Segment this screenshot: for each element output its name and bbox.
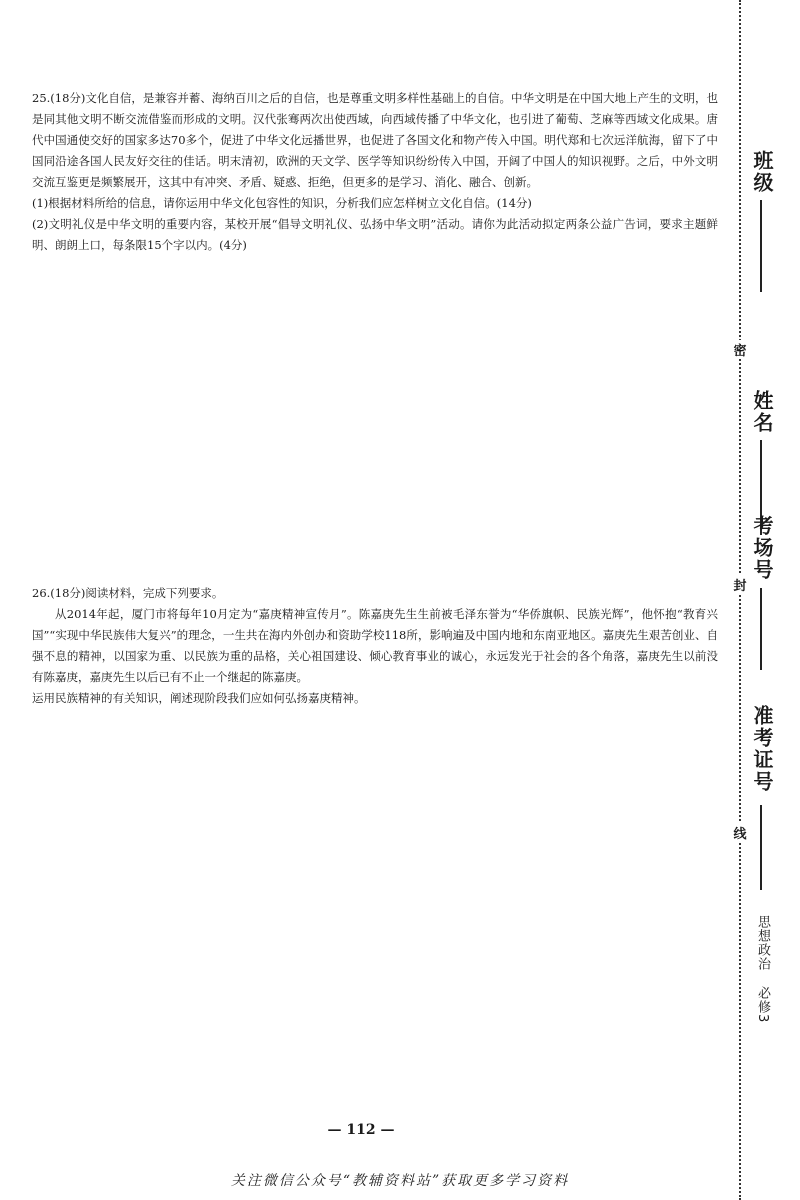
question-26-heading: 26.(18分)阅读材料，完成下列要求。 <box>32 586 224 600</box>
seal-char-feng: 封 <box>731 575 749 594</box>
question-25-material: 25.(18分)文化自信，是兼容并蓄、海纳百川之后的自信，也是尊重文明多样性基础上的自信。中华文明是在中国大地上产生的文明，也是同其他文明不断交流借鉴而形成的文明。汉代张骞两次出使西域，向西域传播了中华文化，也引进了葡萄、芝麻等西域文化成果。唐代中国通使交好的国家多达70多个，促进了中华文化远播世界，也促进了各国文化和物产传入中国。明代郑和七次远洋航海，留下了中国同沿途各国人民友好交往的佳话。明末清初，欧洲的天文学、医学等知识纷纷传入中国，开阔了中国人的知识视野。之后，中外文明交流互鉴更是频繁展开，这其中有冲突、矛盾、疑惑、拒绝，但更多的是学习、消化、融合、创新。 <box>32 91 718 189</box>
subject-name: 思想政治 <box>755 915 770 971</box>
question-26 <box>32 583 718 709</box>
subject-label <box>753 905 772 1023</box>
question-26-requirement: 运用民族精神的有关知识，阐述现阶段我们应如何弘扬嘉庚精神。 <box>32 691 366 705</box>
dotted-cut-line <box>739 0 741 1200</box>
question-25 <box>32 88 718 256</box>
class-field[interactable] <box>760 200 762 292</box>
exam-room-label: 考场号 <box>750 515 774 581</box>
ticket-number-label: 准考证号 <box>750 705 774 793</box>
question-25-sub2: (2)文明礼仪是中华文明的重要内容，某校开展“倡导文明礼仪、弘扬中华文明”活动。请你为此活动拟定两条公益广告词，要求主题鲜明、朗朗上口，每条限15个字以内。(4分) <box>32 217 718 252</box>
class-label: 班级 <box>750 150 774 194</box>
footer-note: 关注微信公众号“教辅资料站”获取更多学习资料 <box>230 1173 570 1189</box>
ticket-number-field[interactable] <box>760 805 762 890</box>
exam-room-field[interactable] <box>760 588 762 670</box>
question-26-material: 从2014年起，厦门市将每年10月定为“嘉庚精神宣传月”。陈嘉庚先生生前被毛泽东誉为“华侨旗帜、民族光辉”，他怀抱“教育兴国”“实现中华民族伟大复兴”的理念，一生共在海内外创办和资助学校118所，影响遍及中国内地和东南亚地区。嘉庚先生艰苦创业、自强不息的精神，以国家为重、以民族为重的品格，关心祖国建设、倾心教育事业的诚心，永远发光于社会的各个角落，嘉庚先生以前没有陈嘉庚，嘉庚先生以后已有不止一个继起的陈嘉庚。 <box>32 607 718 684</box>
course-name: 必修3 <box>755 986 770 1024</box>
seal-char-xian: 线 <box>731 823 749 842</box>
question-25-sub1: (1)根据材料所给的信息，请你运用中华文化包容性的知识，分析我们应怎样树立文化自信。(14分) <box>32 196 532 210</box>
name-label: 姓名 <box>750 390 774 434</box>
page-number: — 112 — <box>327 1122 395 1138</box>
seal-char-mi: 密 <box>731 340 749 359</box>
